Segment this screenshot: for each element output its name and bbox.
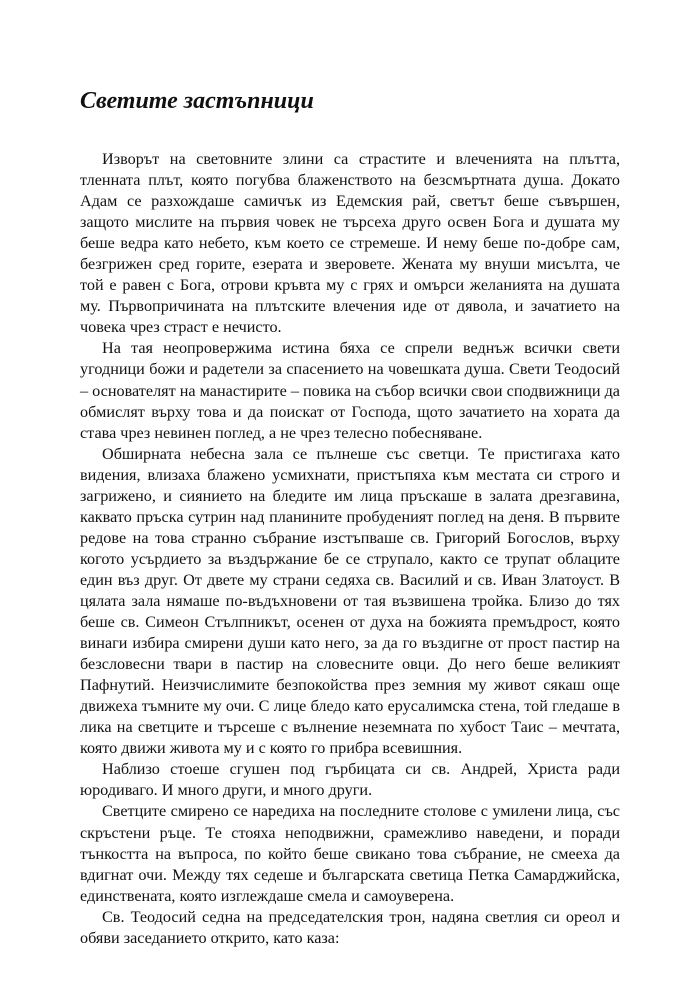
chapter-title: Светите застъпници <box>80 88 314 114</box>
paragraph-3: Обширната небесна зала се пълнеше със светци. Те пристигаха като видения, влизаха блажено усмихнати, пристъпяха към местата си строго и загрижено, и сиянието на бледите им лица пръскаше в залата дрезгавина, каквато пръска сутрин над планините пробуденият поглед на деня. В първите редове на това странно събрание изстъпваше св. Григорий Богослов, върху когото усърдието за въздържание бе се струпало, както се трупат облаците един въз друг. От двете му страни седяха св. Василий и св. Иван Златоуст. В цялата зала нямаше по-въдъхновени от тая възвишена тройка. Близо до тях беше св. Симеон Стълпникът, осенен от духа на божията премъдрост, която винаги избира смирени души като него, за да го въздигне от прост пастир на безсловесни твари в пастир на словесните овци. До него беше великият Пафнутий. Неизчислимите безпокойства през земния му живот сякаш още движеха тъмните му очи. С лице бледо като ерусалимска стена, той гледаше в лика на светците и търсеше с вълнение неземната по хубост Таис – мечтата, която движи живота му и с която го прибра всевишния. <box>80 444 620 758</box>
paragraph-5: Светците смирено се наредиха на последните столове с умилени лица, със скръстени ръце. Те стояха неподвижни, срамежливо наведени, и поради тънкостта на въпроса, по който беше свикано това събрание, не смееха да вдигнат очи. Между тях седеше и българската светица Петка Самарджийска, единствената, която изглеждаше смела и самоуверена. <box>80 802 620 905</box>
paragraph-4: Наблизо стоеше сгушен под гърбицата си св. Андрей, Христа ради юродиваго. И много други, и много други. <box>80 760 620 800</box>
paragraph-6: Св. Теодосий седна на председателския трон, надяна светлия си ореол и обяви заседанието открито, като каза: <box>80 907 620 947</box>
paragraph-2: На тая неопровержима истина бяха се спрели веднъж всички свети угодници божи и радетели за спасението на човешката душа. Свети Теодосий – основателят на манастирите – повика на събор всички свои сподвижници да обмислят върху това и да поискат от Господа, щото зачатието на хората да става чрез невинен поглед, а не чрез телесно побесняване. <box>80 339 620 442</box>
paragraph-1: Изворът на световните злини са страстите и влеченията на плътта, тленната плът, която погубва блаженството на безсмъртната душа. Докато Адам се разхождаше самичък из Едемския рай, светът беше съвършен, защото мислите на първия човек не търсеха друго освен Бога и душата му беше ведра като небето, към което се стремеше. И нему беше по-добре сам, безгрижен сред горите, езерата и зверовете. Жената му внуши мисълта, че той е равен с Бога, отрови кръвта му с грях и омърси желанията на душата му. Първопричината на плътските влечения иде от дявола, и зачатието на човека чрез страст е нечисто. <box>80 150 620 337</box>
chapter-body <box>80 149 620 949</box>
